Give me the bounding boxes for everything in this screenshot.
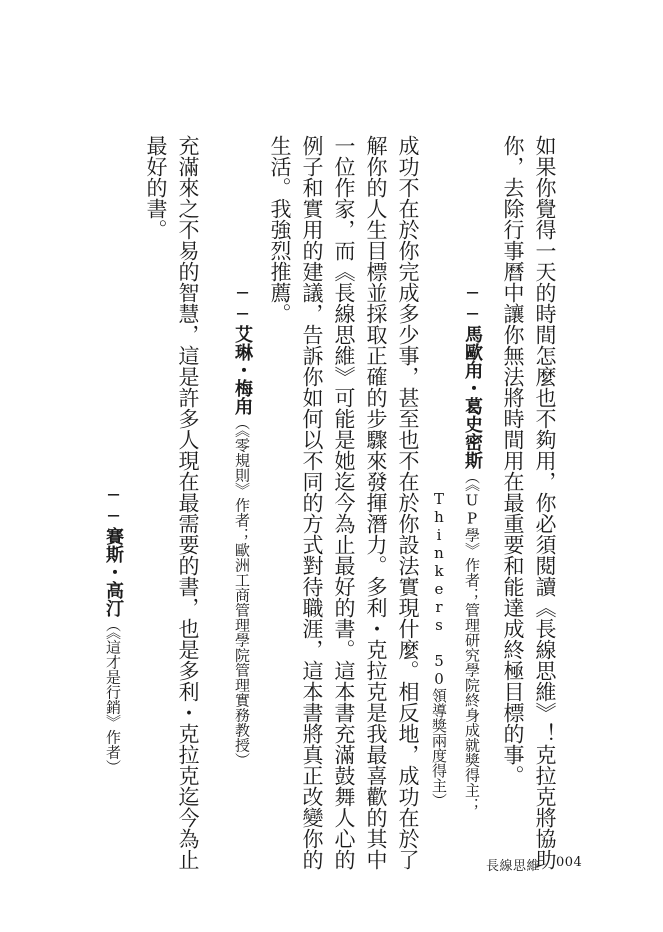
- quote-2-line-5: 生活。我強烈推薦。: [268, 135, 292, 324]
- quote-3-line-1: 充滿來之不易的智慧，這是許多人現在最需要的書，也是多利・克拉克迄今為止: [176, 135, 200, 870]
- quote-3-line-2: 最好的書。: [144, 135, 168, 240]
- quote-1-line-1: 如果你覺得一天的時間怎麼也不夠用，你必須閱讀《長線思維》！克拉克將協助: [533, 135, 557, 870]
- quote-1-author: ──馬歐甪・葛史密斯: [462, 283, 483, 469]
- quote-1-attribution: [463, 283, 481, 813]
- quote-2-author: ──艾琳・梅甪: [232, 283, 253, 415]
- quote-3-author: ──賽斯・高汀: [103, 485, 124, 617]
- quote-2-line-2: 解你的人生目標並採取正確的步驟來發揮潛力。多利・克拉克是我最喜歡的其中: [364, 135, 388, 870]
- quote-3-author-note: （《這才是行銷》作者）: [104, 617, 122, 775]
- quote-3-attribution: [104, 485, 122, 775]
- quote-1-line-2: 你，去除行事曆中讓你無法將時間用在最重要和能達成終極目標的事。: [501, 135, 525, 786]
- quote-1-author-note-2: Thinkers 50領導獎兩度得主）: [430, 490, 448, 808]
- quote-2-attribution: [233, 283, 251, 768]
- quote-2-line-1: 成功不在於你完成多少事，甚至也不在於你設法實現什麼。相反地，成功在於了: [396, 135, 420, 870]
- quote-2-line-4: 例子和實用的建議，告訴你如何以不同的方式對待職涯，這本書將真正改變你的: [300, 135, 324, 870]
- quote-2-line-3: 一位作家，而《長線思維》可能是她迄今為止最好的書。這本書充滿鼓舞人心的: [332, 135, 356, 870]
- running-footer-book-title: 長線思維: [486, 859, 541, 874]
- quote-1-author-note-1: （《UP學》作者；管理研究學院終身成就獎得主；: [463, 469, 481, 813]
- quote-2-author-note: （《零規則》作者；歐洲工商管理學院管理實務教授）: [233, 415, 251, 768]
- page-number: 004: [556, 855, 583, 870]
